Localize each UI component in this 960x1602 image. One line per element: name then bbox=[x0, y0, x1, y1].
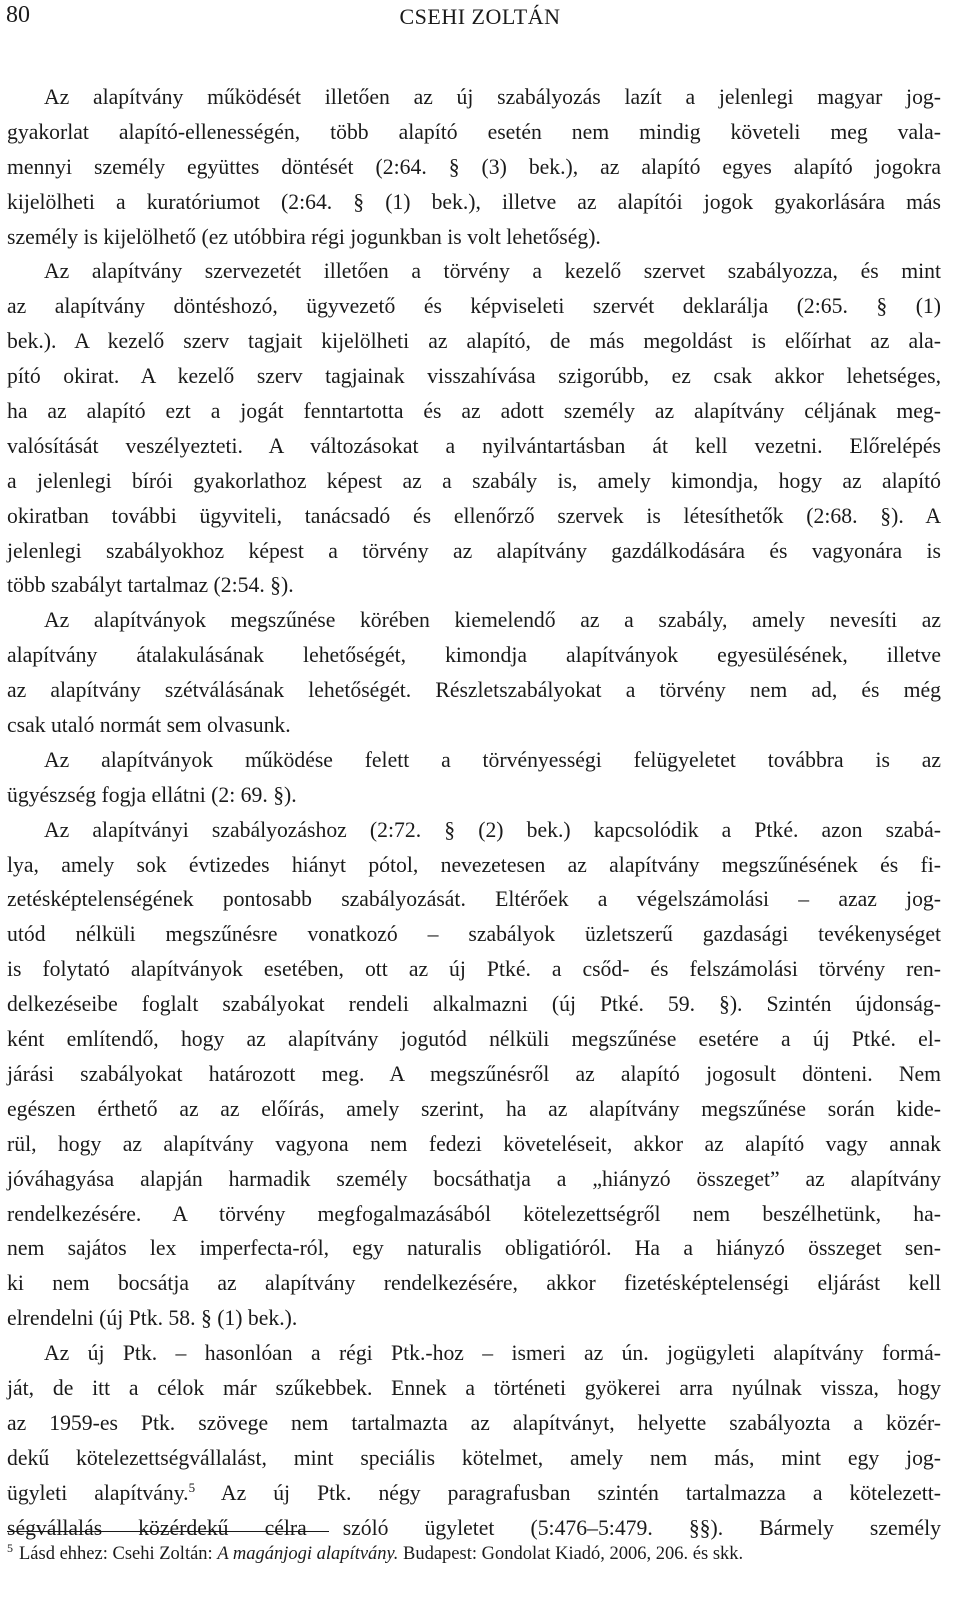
text-line: jóváhagyása alapján harmadik személy bocsáthatja a „hiányzó összeget” az alapítvány bbox=[7, 1166, 941, 1191]
footnote-prefix: Lásd ehhez: Csehi Zoltán: bbox=[19, 1544, 218, 1564]
text-line: Az alapítványok megszűnése körében kiemelendő az a szabály, amely nevesíti az bbox=[44, 608, 941, 633]
text-line: ját, de itt a célok már szűkebbek. Ennek a történeti gyökerei arra nyúlnak vissza, hogy bbox=[7, 1375, 941, 1400]
text-line-end: Az új Ptk. négy paragrafusban szintén tartalmazza a kötelezett- bbox=[195, 1480, 941, 1505]
text-line: ségvállalás közérdekű célra szóló ügyletet (5:476–5:479. §§). Bármely személy bbox=[7, 1515, 941, 1540]
running-head bbox=[0, 4, 960, 30]
text-line: rendelkezésére. A törvény megfogalmazásából kötelezettségről nem beszélhetünk, ha- bbox=[7, 1201, 941, 1226]
text-line: utód nélküli megszűnésre vonatkozó – szabályok üzletszerű gazdasági tevékenységet bbox=[7, 922, 941, 947]
text-line: rül, hogy az alapítvány vagyona nem fedezi követeléseit, akkor az alapító vagy annak bbox=[7, 1131, 941, 1156]
text-line: nem sajátos lex imperfecta-ról, egy naturalis obligatióról. Ha a hiányzó összeget sen- bbox=[7, 1236, 941, 1261]
text-line: mennyi személy együttes döntését (2:64. § (3) bek.), az alapító egyes alapító jogokra bbox=[7, 154, 941, 179]
text-line: ügyészség fogja ellátni (2: 69. §). bbox=[7, 782, 297, 807]
text-line: kijelölheti a kuratóriumot (2:64. § (1) bek.), illetve az alapítói jogok gyakorlására más bbox=[7, 189, 941, 214]
page-header bbox=[0, 0, 960, 44]
text-line: zetésképtelenségének pontosabb szabályozását. Eltérőek a végelszámolási – azaz jog- bbox=[7, 887, 941, 912]
text-line: az alapítvány döntéshozó, ügyvezető és képviseleti szervét deklarálja (2:65. § (1) bbox=[7, 294, 941, 319]
text-line: bek.). A kezelő szerv tagjait kijelölheti az alapító, de más megoldást is előírhat az ala- bbox=[7, 329, 941, 354]
text-line-start: ügyleti alapítvány. bbox=[7, 1480, 189, 1505]
text-line: okiratban további ügyviteli, tanácsadó és ellenőrző szervek is létesíthetők (2:68. §). A bbox=[7, 503, 941, 528]
body-text bbox=[7, 80, 941, 1545]
text-line: valósítását veszélyezteti. A változásokat a nyilvántartásban át kell vezetni. Előrelépés bbox=[7, 433, 941, 458]
text-line: lya, amely sok évtizedes hiányt pótol, nevezetesen az alapítvány megszűnésének és fi- bbox=[7, 852, 941, 877]
text-line: a jelenlegi bírói gyakorlathoz képest az a szabály is, amely kimondja, hogy az alapító bbox=[7, 468, 941, 493]
text-line: egészen érthető az az előírás, amely szerint, ha az alapítvány megszűnése során kide- bbox=[7, 1096, 941, 1121]
footnote-suffix: Budapest: Gondolat Kiadó, 2006, 206. és skk. bbox=[398, 1544, 744, 1564]
text-line: pító okirat. A kezelő szerv tagjainak visszahívása szigorúbb, ez csak akkor lehetséges, bbox=[7, 364, 941, 389]
text-line: az alapítvány szétválásának lehetőségét. Részletszabályokat a törvény nem ad, és még bbox=[7, 678, 941, 703]
text-line: Az alapítványi szabályozáshoz (2:72. § (2) bek.) kapcsolódik a Ptké. azon szabá- bbox=[44, 817, 941, 842]
running-head-first-initial: C bbox=[399, 4, 415, 29]
text-line: Az új Ptk. – hasonlóan a régi Ptk.-hoz – ismeri az ún. jogügyleti alapítvány formá- bbox=[44, 1341, 941, 1366]
text-line: gyakorlat alapító-ellenességén, több alapító esetén nem mindig követeli meg vala- bbox=[7, 119, 941, 144]
text-line: Az alapítvány működését illetően az új szabályozás lazít a jelenlegi magyar jog- bbox=[44, 85, 941, 109]
text-line-with-footnote bbox=[7, 1476, 941, 1511]
text-line: is folytató alapítványok esetében, ott az új Ptké. a csőd- és felszámolási törvény ren- bbox=[7, 957, 941, 982]
text-line: Az alapítvány szervezetét illetően a törvény a kezelő szervet szabályozza, és mint bbox=[44, 259, 941, 284]
text-line: az 1959-es Ptk. szövege nem tartalmazta az alapítványt, helyette szabályozta a közér- bbox=[7, 1410, 941, 1435]
text-line: jelenlegi szabályokhoz képest a törvény az alapítvány gazdálkodására és vagyonára is bbox=[7, 538, 941, 563]
running-head-first-rest: SEHI bbox=[414, 4, 466, 29]
footnote-reference[interactable]: 5 bbox=[188, 1479, 196, 1495]
running-head-last-rest: OLTÁN bbox=[485, 4, 561, 29]
text-line: ha az alapító ezt a jogát fenntartotta és az adott személy az alapítvány céljának meg- bbox=[7, 399, 941, 424]
text-line: delkezéseibe foglalt szabályokat rendeli alkalmazni (új Ptké. 59. §). Szintén újdonság- bbox=[7, 992, 941, 1017]
footnote bbox=[7, 1541, 937, 1567]
text-line: csak utaló normát sem olvasunk. bbox=[7, 713, 291, 738]
text-line: ki nem bocsátja az alapítvány rendelkezésére, akkor fizetésképtelenségi eljárást kell bbox=[7, 1271, 941, 1296]
text-line: több szabályt tartalmaz (2:54. §). bbox=[7, 573, 294, 598]
text-line: alapítvány átalakulásának lehetőségét, kimondja alapítványok egyesülésének, illetve bbox=[7, 643, 941, 668]
text-line: Az alapítványok működése felett a törvényességi felügyeletet továbbra is az bbox=[44, 747, 941, 772]
text-line: személy is kijelölhető (ez utóbbira régi jogunkban is volt lehetőség). bbox=[7, 224, 601, 249]
footnote-book-title: A magánjogi alapítvány. bbox=[217, 1544, 399, 1564]
page-number: 80 bbox=[6, 2, 30, 28]
text-line: ként említendő, hogy az alapítvány jogutód nélküli megszűnése esetére a új Ptké. el- bbox=[7, 1027, 941, 1052]
running-head-last-initial: Z bbox=[471, 4, 486, 29]
text-line: járási szabályokat határozott meg. A megszűnésről az alapító jogosult dönteni. Nem bbox=[7, 1061, 941, 1086]
footnote-mark: 5 bbox=[7, 1541, 13, 1555]
footnote-divider bbox=[7, 1531, 329, 1532]
text-line: dekű kötelezettségvállalást, mint speciális kötelmet, amely nem más, mint egy jog- bbox=[7, 1445, 941, 1470]
text-line: elrendelni (új Ptk. 58. § (1) bek.). bbox=[7, 1306, 298, 1331]
